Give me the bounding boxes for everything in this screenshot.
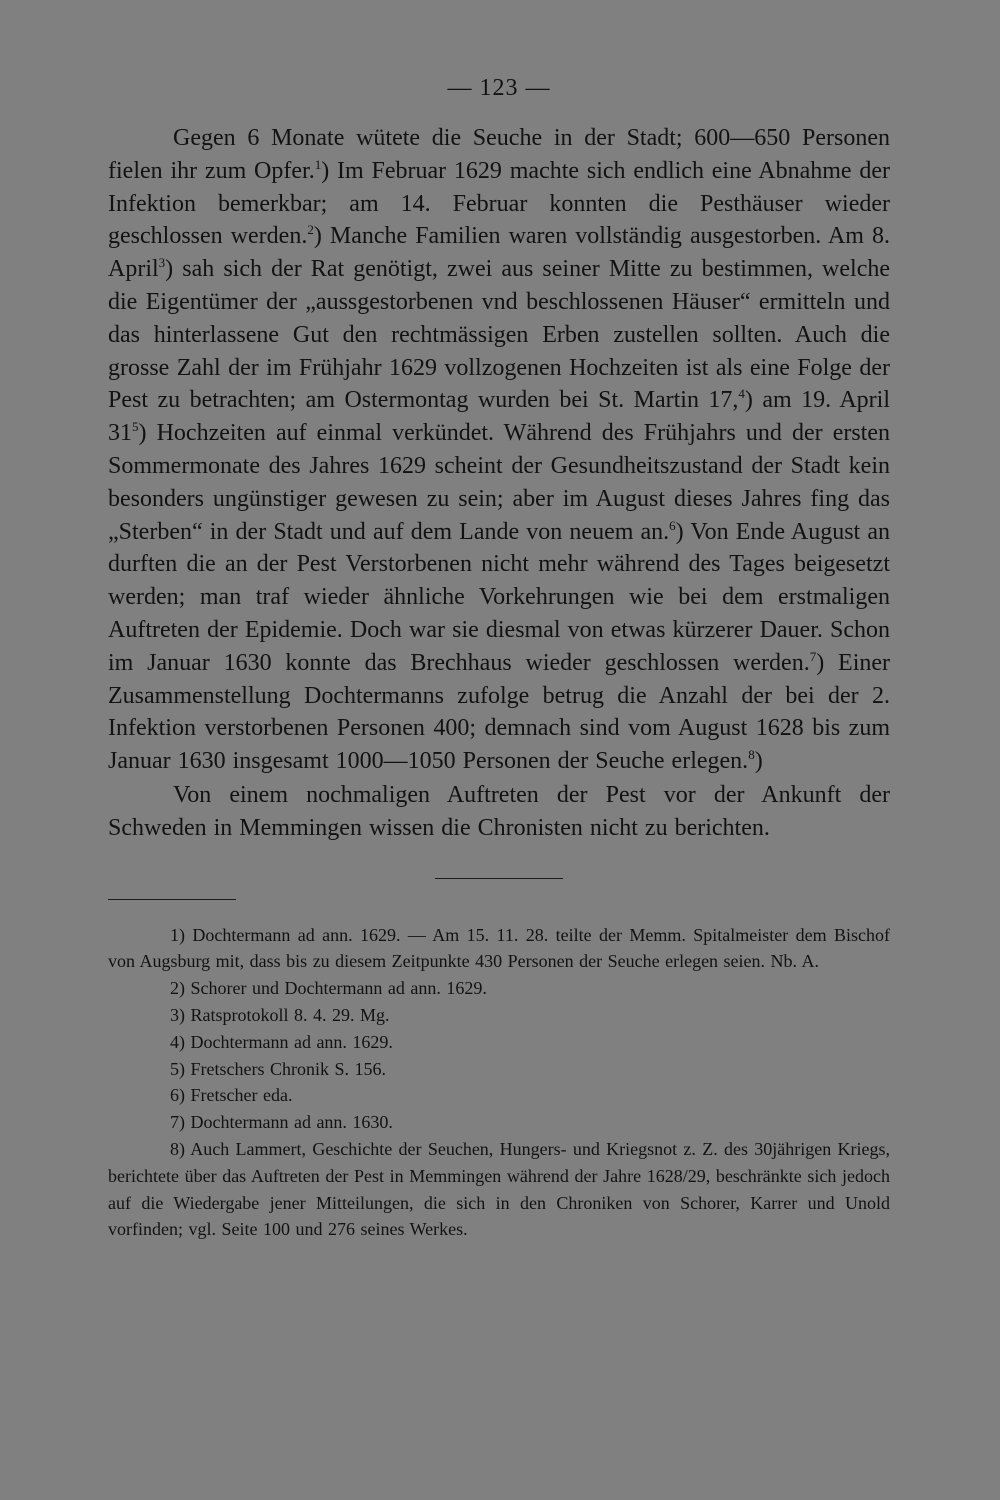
footnote-item: 8) Auch Lammert, Geschichte der Seuchen, Hungers- und Kriegsnot z. Z. des 30jährigen Kriegs, berichtete über das Auftreten der Pest in Memmingen während der Jahre 1628/29, beschränkte sich jedoch auf die Wiedergabe jener Mitteilungen, die sich in den Chroniken von Schorer, Karrer und Unold vorfinden; vgl. Seite 100 und 276 seines Werkes. <box>108 1138 890 1240</box>
book-page <box>108 70 890 1243</box>
text-run: ) sah sich der Rat genötigt, zwei aus seiner Mitte zu bestimmen, welche die Eigentümer der „aussgestorbenen vnd beschlossenen Häuser“ ermitteln und das hinterlassene Gut den rechtmässigen Erben zustellen sollten. Auch die grosse Zahl der im Frühjahr 1629 vollzogenen Hochzeiten ist als eine Folge der Pest zu betrachten; am Ostermontag wurden bei St. Martin 17, <box>108 256 890 414</box>
text-run: ) Einer Zusammenstellung Dochtermanns zufolge betrug die Anzahl der bei der 2. Infektion verstorbenen Personen 400; demnach sind vom August 1628 bis zum Januar 1630 insgesamt 1000—1050 Personen der Seuche erlegen. <box>108 649 891 775</box>
body-text <box>108 122 890 845</box>
body-paragraph <box>108 779 890 845</box>
page-number: — 123 — <box>447 75 551 101</box>
footnote-marker: 5 <box>132 419 139 435</box>
text-run: Gegen 6 Monate wütete die Seuche in der Stadt; 600—650 Personen fielen ihr zum Opfer. <box>108 125 890 184</box>
footnote-item: 2) Schorer und Dochtermann ad ann. 1629. <box>170 978 487 999</box>
footnote-rule <box>108 899 236 900</box>
footnote-item: 4) Dochtermann ad ann. 1629. <box>170 1031 393 1052</box>
footnote-item: 5) Fretschers Chronik S. 156. <box>170 1058 386 1079</box>
footnote-marker: 8 <box>748 747 755 763</box>
footnote-marker: 4 <box>738 386 745 402</box>
footnotes <box>108 922 890 1244</box>
body-paragraph <box>108 122 890 778</box>
text-run: ) am 19. April 31 <box>108 387 890 447</box>
footnote-item: 7) Dochtermann ad ann. 1630. <box>170 1112 393 1133</box>
footnote-marker: 2 <box>307 222 314 238</box>
text-run: ) Von Ende August an durften die an der Pest Verstorbenen nicht mehr während des Tages beigesetzt werden; man traf wieder ähnliche Vorkehrungen wie bei dem erstmaligen Auftreten der Epidemie. Doch war sie diesmal von etwas kürzerer Dauer. Schon im Januar 1630 konnte das Brechhaus wieder geschlossen werden. <box>108 518 890 676</box>
footnote-marker: 6 <box>669 517 676 533</box>
footnote-marker: 7 <box>809 648 817 664</box>
footnote-item: 3) Ratsprotokoll 8. 4. 29. Mg. <box>170 1004 390 1025</box>
text-run: Von einem nochmaligen Auftreten der Pest vor der Ankunft der Schweden in Memmingen wissen die Chronisten nicht zu berichten. <box>108 781 890 841</box>
footnote-item: 6) Fretscher eda. <box>170 1085 293 1106</box>
text-run: ) Hochzeiten auf einmal verkündet. Während des Frühjahrs und der ersten Sommermonate des Jahres 1629 scheint der Gesundheitszustand der Stadt kein besonders ungünstiger gewesen zu sein; aber im August dieses Jahres fing das „Sterben“ in der Stadt und auf dem Lande von neuem an. <box>108 420 890 545</box>
footnote-marker: 1 <box>314 156 322 172</box>
text-run: ) Im Februar 1629 machte sich endlich eine Abnahme der Infektion bemerkbar; am 14. Februar konnten die Pesthäuser wieder geschlossen werden. <box>108 157 890 250</box>
footnote-marker: 3 <box>158 255 166 271</box>
section-divider <box>435 878 563 879</box>
text-run: ) Manche Familien waren vollständig ausgestorben. Am 8. April <box>108 223 890 283</box>
footnote-item: 1) Dochtermann ad ann. 1629. — Am 15. 11. 28. teilte der Memm. Spitalmeister dem Bischof von Augsburg mit, dass bis zu diesem Zeitpunkte 430 Personen der Seuche erlegen seien. Nb. A. <box>108 924 890 972</box>
text-run: ) <box>754 748 763 775</box>
